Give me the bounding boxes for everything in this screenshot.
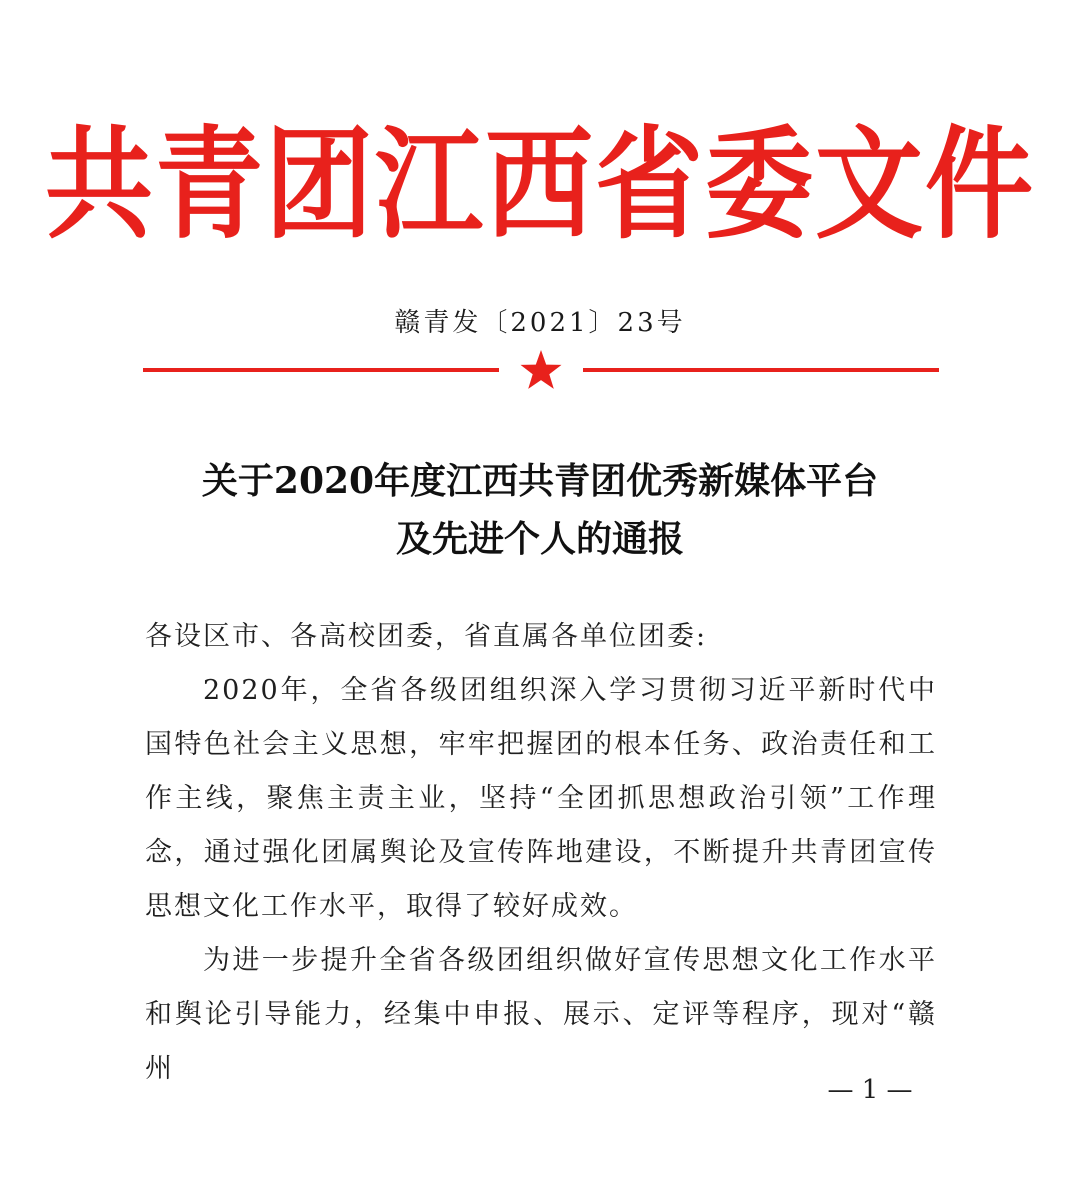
page-number: — 1 — bbox=[827, 1075, 913, 1105]
document-number: 赣青发〔2021〕23号 bbox=[394, 308, 686, 338]
body-paragraph-2: 为进一步提升全省各级团组织做好宣传思想文化工作水平和舆论引导能力，经集中申报、展示、定评等程序，现对“赣州 bbox=[145, 945, 937, 1084]
red-star-icon bbox=[521, 350, 562, 389]
document-title bbox=[0, 452, 1080, 568]
divider-line-left bbox=[143, 368, 499, 372]
salutation: 各设区市、各高校团委，省直属各单位团委: bbox=[145, 621, 708, 652]
document-body bbox=[145, 610, 937, 1096]
body-paragraph-1: 2020年，全省各级团组织深入学习贯彻习近平新时代中国特色社会主义思想，牢牢把握团的根本任务、政治责任和工作主线，聚焦主责主业，坚持“全团抓思想政治引领”工作理念，通过强化团属舆论及宣传阵地建设，不断提升共青团宣传思想文化工作水平，取得了较好成效。 bbox=[145, 675, 937, 922]
document-title-line-2: 及先进个人的通报 bbox=[395, 518, 684, 560]
document-title-line-1: 关于2020年度江西共青团优秀新媒体平台 bbox=[201, 460, 879, 502]
divider-line-right bbox=[583, 368, 939, 372]
document-header-title: 共青团江西省委文件 bbox=[44, 115, 1035, 256]
red-divider bbox=[143, 348, 939, 392]
